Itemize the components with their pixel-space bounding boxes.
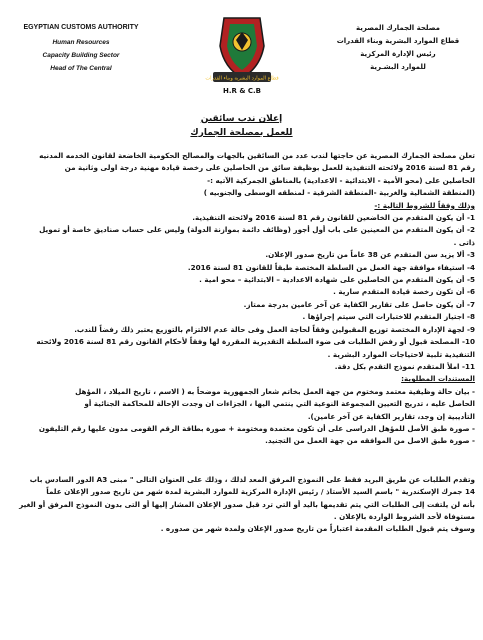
condition-line: 3- ألا يزيد سن المتقدم عن 38 عاماً من تاريخ صدور الإعلان. bbox=[265, 250, 475, 260]
condition-line: 7- أن يكون حاصل على تقارير الكفاية عن آخر عامين بدرجة ممتاز. bbox=[243, 299, 475, 309]
header-right-line-3: رئيس الإدارة المركزية bbox=[360, 50, 436, 58]
document-title: إعلان ندب سائقين bbox=[200, 114, 283, 124]
intro-line: الحاصلين على (محو الأمية - الابتدائية - الاعدادية) بالمناطق الجمركية الآتيه :- bbox=[207, 175, 475, 185]
condition-line: 11- املأ المتقدم نموذج التقدم بكل دقة. bbox=[334, 361, 475, 371]
conditions-heading: وذلك وفقاً للشروط التالية :- bbox=[374, 200, 475, 210]
document-line: التأديبية إن وجد، تقارير الكفاية عن آخر عامين). bbox=[307, 411, 475, 421]
header-right-line-2: قطاع الموارد البشرية وبناء القدرات bbox=[336, 37, 460, 45]
section-gap bbox=[8, 448, 475, 474]
condition-line: 8- اجتياز المتقدم للاختبارات التي سيتم إجراؤها . bbox=[302, 312, 475, 322]
header-right bbox=[323, 24, 473, 76]
document-body bbox=[8, 150, 475, 536]
condition-line: التنفيذية تلبية لاحتياجات الموارد البشرية . bbox=[327, 349, 475, 359]
document-subtitle: للعمل بمصلحة الجمارك bbox=[190, 128, 293, 138]
closing-line: وسوف يتم قبول الطلبات المقدمة اعتباراً من تاريخ صدور الإعلان ولمدة شهر من صدوره . bbox=[160, 524, 475, 534]
document-line: الحاصل عليه ، تدريج التعيين المجموعة النوعية التي ينتمي اليها ، الجزاءات ان وجدت الإحالة للمحاكمة الجنائية أو bbox=[84, 399, 475, 409]
intro-line: (المنطقة الشمالية والغربية -المنطقة الشرقية - لمنطقه الوسطى والجنوبيه ) bbox=[203, 188, 475, 198]
closing-line: وتقدم الطلبات عن طريق البريد فقط على النموذج المرفق المعد لذلك ، وذلك على العنوان التالى " مبنى A3 الدور السادس باب bbox=[29, 474, 475, 484]
condition-line: 10- المصلحة قبول أو رفض الطلبات فى ضوء السلطة التقديرية المقررة لها وفقاً لأحكام القانون رقم 81 لسنة 2016 ولائحته bbox=[36, 337, 475, 347]
header-right-line-4: للموارد البشـرية bbox=[370, 63, 426, 71]
closing-line: 14 جمرك الإسكندرية " باسم السيد الأستاذ / رئيس الإدارة المركزية للموارد البشرية لمدة شهر من تاريخ صدور الإعلان علماً bbox=[46, 487, 475, 497]
header-right-line-1: مصلحة الجمارك المصرية bbox=[356, 24, 440, 32]
header-left bbox=[6, 24, 156, 78]
document-line: - صورة طبق الأصل للمؤهل الدراسى على أن تكون معتمدة ومختومة + صورة بطاقة الرقم القومى مدون عليها رقم التليفون bbox=[38, 423, 475, 433]
intro-line: تعلن مصلحة الجمارك المصرية عن حاجتها لندب عدد من السائقين بالجهات والمصالح الحكومية الخاضعة لقانون الخدمه المدنيه bbox=[39, 151, 475, 160]
condition-line: 9- لجهة الإدارة المختصة توزيع المقبولين وفقاً لحاجة العمل وفى حالة عدم الالتزام بالتوزيع يعتبر ذلك رفضاً للندب. bbox=[74, 324, 475, 334]
closing-line: بأنه لن يلتفت إلى الطلبات التي يتم تقديمها باليد أو التي ترد قبل صدور الإعلان المشار إليها أو التى بدون النموذج المرفق أو الغير bbox=[19, 499, 475, 509]
condition-line: 2- أن يكون المتقدم من المعينين على باب أول أجور (وظائف دائمة بموازنة الدولة) وليس على حساب صناديق خاصة أو تمويل bbox=[39, 225, 475, 235]
documents-heading: المستندات المطلوبة: bbox=[401, 374, 475, 384]
header-left-line-3: Head of The Central bbox=[50, 65, 112, 72]
condition-line: 6- أن تكون رخصة قيادة المتقدم سارية . bbox=[333, 287, 475, 297]
header-left-line-2: Capacity Building Sector bbox=[42, 52, 120, 59]
document-line: - صورة طبق الاصل من الموافقه من جهة العمل من التجنيد. bbox=[265, 436, 475, 446]
condition-line: 1- أن يكون المتقدم من الخاضعين للقانون رقم 81 لسنة 2016 ولائحته التنفيذية. bbox=[192, 213, 475, 223]
authority-logo bbox=[205, 10, 279, 96]
condition-line: ذاتى . bbox=[453, 237, 475, 247]
org-name-en: EGYPTIAN CUSTOMS AUTHORITY bbox=[23, 24, 139, 31]
intro-line: رقم 81 لسنة 2016 ولائحته التنفيذية للعمل بوظيفة سائق من الحاصلين على رخصة قيادة مهنية درجة اولى وثانية من bbox=[64, 163, 475, 173]
condition-line: 5- أن يكون المتقدم من الحاصلين على شهادة الاعدادية – الابتدائية – محو امية . bbox=[199, 275, 475, 285]
header-left-line-1: Human Resources bbox=[52, 39, 110, 46]
document-line: - بيان حالة وظيفية معتمد ومختوم من جهة العمل بخاتم شعار الجمهورية موضحاً به ( الاسم ، تاريخ الميلاد ، المؤهل bbox=[75, 386, 475, 396]
condition-line: 4- استيفاء موافقة جهة العمل من السلطة المختصة طبقاً للقانون 81 لسنة 2016. bbox=[187, 262, 475, 272]
logo-band-text: قطاع الموارد البشرية وبناء القدرات bbox=[205, 75, 279, 82]
closing-line: مستوفاة لأحد الشروط الواردة بالإعلان . bbox=[333, 511, 475, 521]
logo-caption: H.R & C.B bbox=[222, 87, 262, 95]
